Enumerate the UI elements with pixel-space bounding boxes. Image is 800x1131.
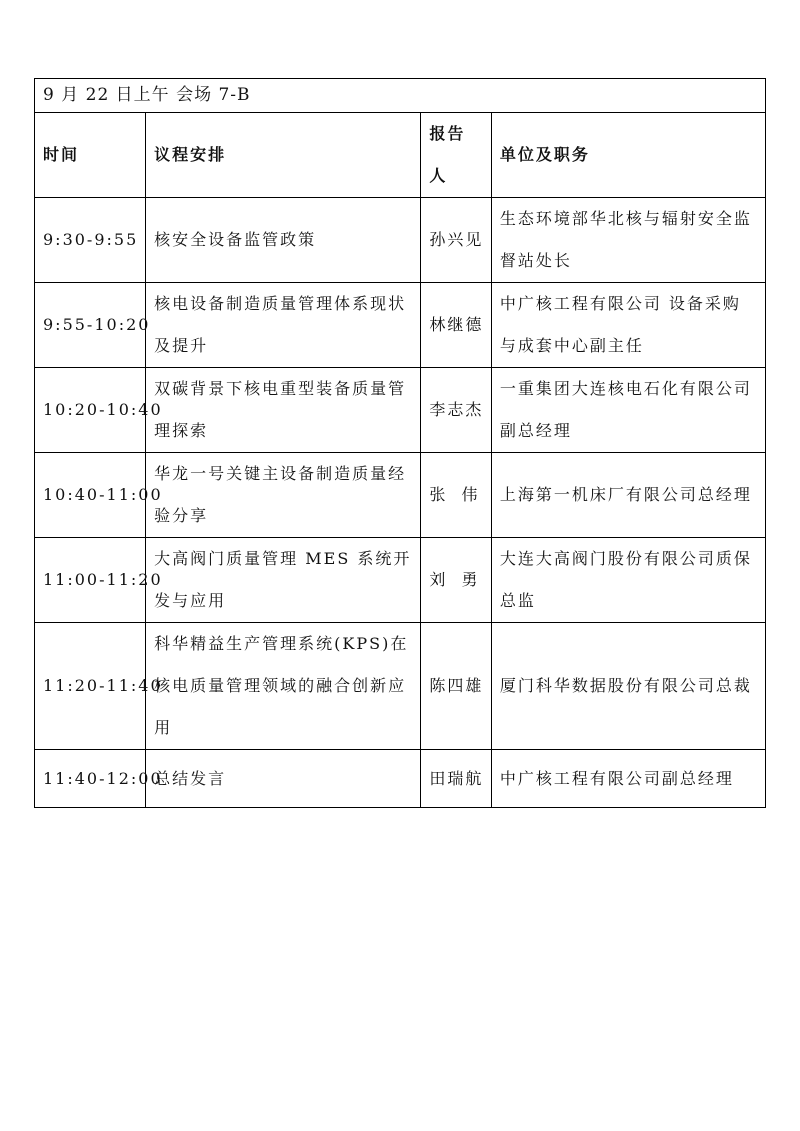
row-org: 厦门科华数据股份有限公司总裁 (491, 623, 765, 750)
row-speaker: 刘 勇 (421, 538, 491, 623)
table-row (35, 453, 766, 538)
row-org: 大连大高阀门股份有限公司质保总监 (491, 538, 765, 623)
row-time: 10:20-10:40 (35, 368, 146, 453)
header-speaker: 报告人 (421, 113, 491, 198)
row-time: 9:55-10:20 (35, 283, 146, 368)
row-org: 中广核工程有限公司副总经理 (491, 750, 765, 808)
row-org: 生态环境部华北核与辐射安全监督站处长 (491, 198, 765, 283)
row-topic: 总结发言 (146, 750, 421, 808)
header-topic: 议程安排 (146, 113, 421, 198)
row-topic: 双碳背景下核电重型装备质量管理探索 (146, 368, 421, 453)
row-speaker: 陈四雄 (421, 623, 491, 750)
row-topic: 科华精益生产管理系统(KPS)在核电质量管理领域的融合创新应用 (146, 623, 421, 750)
table-row (35, 750, 766, 808)
table-header-row (35, 113, 766, 198)
row-org: 一重集团大连核电石化有限公司副总经理 (491, 368, 765, 453)
row-topic: 核电设备制造质量管理体系现状及提升 (146, 283, 421, 368)
row-org: 中广核工程有限公司 设备采购与成套中心副主任 (491, 283, 765, 368)
row-org: 上海第一机床厂有限公司总经理 (491, 453, 765, 538)
row-time: 9:30-9:55 (35, 198, 146, 283)
row-time: 10:40-11:00 (35, 453, 146, 538)
row-time: 11:20-11:40 (35, 623, 146, 750)
row-time: 11:40-12:00 (35, 750, 146, 808)
row-time: 11:00-11:20 (35, 538, 146, 623)
session-title: 9 月 22 日上午 会场 7-B (35, 79, 766, 113)
row-topic: 大高阀门质量管理 MES 系统开发与应用 (146, 538, 421, 623)
row-speaker: 张 伟 (421, 453, 491, 538)
row-speaker: 田瑞航 (421, 750, 491, 808)
row-speaker: 林继德 (421, 283, 491, 368)
table-row (35, 623, 766, 750)
row-topic: 华龙一号关键主设备制造质量经验分享 (146, 453, 421, 538)
table-row (35, 368, 766, 453)
table-row (35, 538, 766, 623)
agenda-table (34, 78, 766, 808)
row-speaker: 李志杰 (421, 368, 491, 453)
header-time: 时间 (35, 113, 146, 198)
table-row (35, 198, 766, 283)
header-org: 单位及职务 (491, 113, 765, 198)
table-row (35, 283, 766, 368)
row-speaker: 孙兴见 (421, 198, 491, 283)
session-title-row (35, 79, 766, 113)
row-topic: 核安全设备监管政策 (146, 198, 421, 283)
